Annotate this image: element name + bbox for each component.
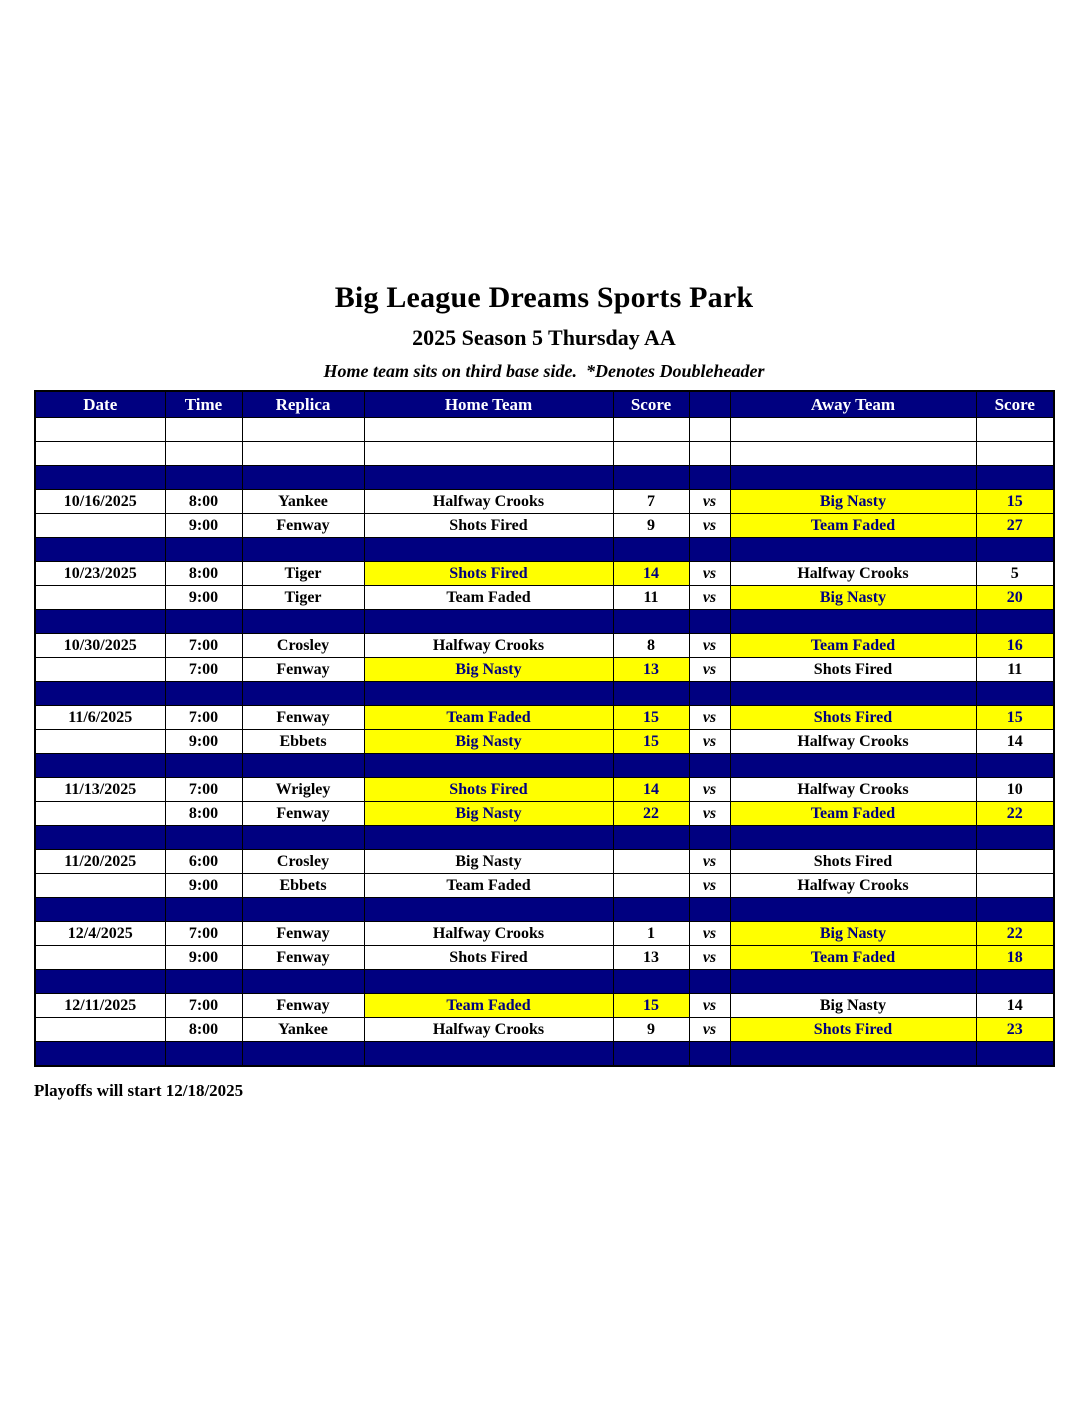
vs-cell: vs bbox=[689, 874, 730, 898]
replica-cell: Fenway bbox=[242, 802, 364, 826]
separator-row bbox=[35, 610, 1054, 634]
separator-cell bbox=[364, 1042, 613, 1067]
time-cell bbox=[165, 442, 242, 466]
replica-cell: Fenway bbox=[242, 514, 364, 538]
date-cell bbox=[35, 874, 165, 898]
game-row bbox=[35, 994, 1054, 1018]
separator-cell bbox=[613, 538, 689, 562]
separator-cell bbox=[364, 970, 613, 994]
replica-cell: Fenway bbox=[242, 658, 364, 682]
away-score-cell: 22 bbox=[976, 922, 1054, 946]
game-row bbox=[35, 490, 1054, 514]
home-score-cell: 11 bbox=[613, 586, 689, 610]
replica-cell bbox=[242, 442, 364, 466]
away-team-cell: Team Faded bbox=[730, 802, 976, 826]
vs-cell: vs bbox=[689, 850, 730, 874]
home-score-cell: 13 bbox=[613, 946, 689, 970]
header-cell-home-team: Home Team bbox=[364, 391, 613, 418]
time-cell: 7:00 bbox=[165, 658, 242, 682]
separator-cell bbox=[613, 826, 689, 850]
separator-cell bbox=[689, 754, 730, 778]
home-team-cell: Team Faded bbox=[364, 874, 613, 898]
home-team-cell: Team Faded bbox=[364, 994, 613, 1018]
date-cell bbox=[35, 418, 165, 442]
home-team-cell bbox=[364, 442, 613, 466]
separator-cell bbox=[730, 610, 976, 634]
game-row bbox=[35, 922, 1054, 946]
away-score-cell: 16 bbox=[976, 634, 1054, 658]
home-team-note: Home team sits on third base side. *Denotes Doubleheader bbox=[323, 361, 765, 381]
time-cell: 7:00 bbox=[165, 706, 242, 730]
game-row bbox=[35, 778, 1054, 802]
separator-cell bbox=[689, 538, 730, 562]
time-cell: 9:00 bbox=[165, 586, 242, 610]
separator-cell bbox=[35, 466, 165, 490]
separator-cell bbox=[35, 970, 165, 994]
home-score-cell: 7 bbox=[613, 490, 689, 514]
date-cell: 12/11/2025 bbox=[35, 994, 165, 1018]
separator-cell bbox=[976, 1042, 1054, 1067]
separator-row bbox=[35, 682, 1054, 706]
vs-cell: vs bbox=[689, 994, 730, 1018]
away-score-cell bbox=[976, 442, 1054, 466]
home-team-cell: Shots Fired bbox=[364, 778, 613, 802]
playoffs-note: Playoffs will start 12/18/2025 bbox=[34, 1081, 244, 1100]
game-row bbox=[35, 874, 1054, 898]
separator-cell bbox=[35, 898, 165, 922]
header-cell-replica: Replica bbox=[242, 391, 364, 418]
away-score-cell: 10 bbox=[976, 778, 1054, 802]
time-cell: 9:00 bbox=[165, 946, 242, 970]
game-row bbox=[35, 586, 1054, 610]
time-cell bbox=[165, 418, 242, 442]
separator-cell bbox=[730, 1042, 976, 1067]
empty-row bbox=[35, 418, 1054, 442]
header-cell-vs bbox=[689, 391, 730, 418]
separator-row bbox=[35, 754, 1054, 778]
home-score-cell: 14 bbox=[613, 562, 689, 586]
replica-cell: Wrigley bbox=[242, 778, 364, 802]
separator-cell bbox=[242, 1042, 364, 1067]
game-row bbox=[35, 946, 1054, 970]
separator-cell bbox=[730, 970, 976, 994]
header-cell-away-score: Score bbox=[976, 391, 1054, 418]
separator-cell bbox=[242, 610, 364, 634]
game-row bbox=[35, 730, 1054, 754]
home-score-cell: 9 bbox=[613, 514, 689, 538]
separator-cell bbox=[976, 610, 1054, 634]
home-team-cell: Big Nasty bbox=[364, 802, 613, 826]
vs-cell: vs bbox=[689, 922, 730, 946]
page-subtitle: 2025 Season 5 Thursday AA bbox=[412, 325, 676, 350]
date-cell: 10/23/2025 bbox=[35, 562, 165, 586]
separator-row bbox=[35, 466, 1054, 490]
replica-cell: Yankee bbox=[242, 1018, 364, 1042]
home-score-cell: 15 bbox=[613, 706, 689, 730]
away-team-cell: Big Nasty bbox=[730, 586, 976, 610]
vs-cell: vs bbox=[689, 706, 730, 730]
away-team-cell: Shots Fired bbox=[730, 1018, 976, 1042]
away-team-cell: Shots Fired bbox=[730, 658, 976, 682]
game-row bbox=[35, 850, 1054, 874]
away-score-cell: 27 bbox=[976, 514, 1054, 538]
replica-cell: Tiger bbox=[242, 586, 364, 610]
vs-cell: vs bbox=[689, 634, 730, 658]
game-row bbox=[35, 802, 1054, 826]
separator-cell bbox=[364, 538, 613, 562]
separator-cell bbox=[730, 754, 976, 778]
home-team-cell: Shots Fired bbox=[364, 514, 613, 538]
schedule-table-body bbox=[35, 418, 1054, 1067]
separator-cell bbox=[165, 466, 242, 490]
separator-cell bbox=[242, 826, 364, 850]
vs-cell: vs bbox=[689, 946, 730, 970]
game-row bbox=[35, 658, 1054, 682]
separator-cell bbox=[165, 682, 242, 706]
vs-cell: vs bbox=[689, 562, 730, 586]
vs-cell bbox=[689, 442, 730, 466]
header-cell-time: Time bbox=[165, 391, 242, 418]
separator-cell bbox=[689, 466, 730, 490]
home-team-cell: Halfway Crooks bbox=[364, 1018, 613, 1042]
separator-cell bbox=[730, 538, 976, 562]
away-score-cell: 15 bbox=[976, 706, 1054, 730]
replica-cell: Crosley bbox=[242, 850, 364, 874]
separator-cell bbox=[165, 610, 242, 634]
home-team-cell bbox=[364, 418, 613, 442]
vs-cell: vs bbox=[689, 778, 730, 802]
separator-cell bbox=[165, 898, 242, 922]
separator-cell bbox=[976, 970, 1054, 994]
page-title: Big League Dreams Sports Park bbox=[334, 281, 754, 314]
replica-cell: Fenway bbox=[242, 994, 364, 1018]
separator-cell bbox=[689, 610, 730, 634]
away-team-cell bbox=[730, 442, 976, 466]
separator-cell bbox=[364, 610, 613, 634]
time-cell: 8:00 bbox=[165, 490, 242, 514]
separator-cell bbox=[976, 682, 1054, 706]
away-score-cell bbox=[976, 874, 1054, 898]
away-score-cell: 20 bbox=[976, 586, 1054, 610]
away-score-cell: 5 bbox=[976, 562, 1054, 586]
separator-cell bbox=[35, 1042, 165, 1067]
time-cell: 7:00 bbox=[165, 922, 242, 946]
replica-cell: Ebbets bbox=[242, 874, 364, 898]
home-score-cell: 1 bbox=[613, 922, 689, 946]
date-cell bbox=[35, 730, 165, 754]
time-cell: 9:00 bbox=[165, 730, 242, 754]
away-team-cell: Halfway Crooks bbox=[730, 730, 976, 754]
away-team-cell: Big Nasty bbox=[730, 490, 976, 514]
time-cell: 7:00 bbox=[165, 994, 242, 1018]
date-cell: 10/16/2025 bbox=[35, 490, 165, 514]
separator-cell bbox=[35, 826, 165, 850]
separator-cell bbox=[242, 754, 364, 778]
separator-cell bbox=[165, 754, 242, 778]
header-cell-away-team: Away Team bbox=[730, 391, 976, 418]
separator-cell bbox=[730, 466, 976, 490]
time-cell: 7:00 bbox=[165, 778, 242, 802]
separator-cell bbox=[364, 682, 613, 706]
separator-cell bbox=[613, 754, 689, 778]
home-score-cell: 22 bbox=[613, 802, 689, 826]
date-cell: 10/30/2025 bbox=[35, 634, 165, 658]
replica-cell: Ebbets bbox=[242, 730, 364, 754]
vs-cell: vs bbox=[689, 658, 730, 682]
time-cell: 8:00 bbox=[165, 802, 242, 826]
game-row bbox=[35, 634, 1054, 658]
separator-row bbox=[35, 970, 1054, 994]
vs-cell: vs bbox=[689, 802, 730, 826]
vs-cell: vs bbox=[689, 1018, 730, 1042]
replica-cell bbox=[242, 418, 364, 442]
vs-cell: vs bbox=[689, 730, 730, 754]
separator-cell bbox=[35, 754, 165, 778]
separator-cell bbox=[689, 898, 730, 922]
separator-cell bbox=[165, 826, 242, 850]
away-score-cell bbox=[976, 850, 1054, 874]
separator-cell bbox=[730, 826, 976, 850]
away-team-cell: Team Faded bbox=[730, 946, 976, 970]
vs-cell: vs bbox=[689, 490, 730, 514]
separator-cell bbox=[730, 682, 976, 706]
separator-cell bbox=[165, 538, 242, 562]
separator-cell bbox=[35, 538, 165, 562]
game-row bbox=[35, 562, 1054, 586]
separator-cell bbox=[242, 538, 364, 562]
away-team-cell: Shots Fired bbox=[730, 706, 976, 730]
home-score-cell: 8 bbox=[613, 634, 689, 658]
separator-cell bbox=[242, 970, 364, 994]
away-score-cell: 18 bbox=[976, 946, 1054, 970]
away-score-cell: 14 bbox=[976, 994, 1054, 1018]
separator-row bbox=[35, 538, 1054, 562]
vs-cell: vs bbox=[689, 586, 730, 610]
replica-cell: Fenway bbox=[242, 946, 364, 970]
separator-cell bbox=[730, 898, 976, 922]
separator-cell bbox=[689, 826, 730, 850]
date-cell bbox=[35, 946, 165, 970]
home-team-cell: Halfway Crooks bbox=[364, 634, 613, 658]
separator-cell bbox=[364, 466, 613, 490]
separator-cell bbox=[364, 898, 613, 922]
away-score-cell: 11 bbox=[976, 658, 1054, 682]
separator-cell bbox=[689, 682, 730, 706]
date-cell: 11/13/2025 bbox=[35, 778, 165, 802]
away-score-cell: 15 bbox=[976, 490, 1054, 514]
home-team-cell: Team Faded bbox=[364, 706, 613, 730]
separator-cell bbox=[613, 610, 689, 634]
date-cell: 11/20/2025 bbox=[35, 850, 165, 874]
home-score-cell bbox=[613, 874, 689, 898]
separator-cell bbox=[613, 682, 689, 706]
away-team-cell: Halfway Crooks bbox=[730, 562, 976, 586]
separator-cell bbox=[976, 826, 1054, 850]
home-team-cell: Halfway Crooks bbox=[364, 490, 613, 514]
header-cell-home-score: Score bbox=[613, 391, 689, 418]
away-score-cell bbox=[976, 418, 1054, 442]
schedule-table bbox=[34, 390, 1055, 1067]
away-team-cell: Shots Fired bbox=[730, 850, 976, 874]
date-cell bbox=[35, 514, 165, 538]
separator-cell bbox=[976, 538, 1054, 562]
away-score-cell: 14 bbox=[976, 730, 1054, 754]
home-score-cell bbox=[613, 850, 689, 874]
time-cell: 9:00 bbox=[165, 514, 242, 538]
time-cell: 7:00 bbox=[165, 634, 242, 658]
replica-cell: Fenway bbox=[242, 706, 364, 730]
home-score-cell: 13 bbox=[613, 658, 689, 682]
separator-cell bbox=[613, 466, 689, 490]
home-score-cell: 14 bbox=[613, 778, 689, 802]
separator-cell bbox=[613, 1042, 689, 1067]
vs-cell: vs bbox=[689, 514, 730, 538]
separator-cell bbox=[165, 970, 242, 994]
separator-cell bbox=[364, 826, 613, 850]
separator-row bbox=[35, 826, 1054, 850]
header-row bbox=[35, 391, 1054, 418]
away-team-cell: Halfway Crooks bbox=[730, 778, 976, 802]
game-row bbox=[35, 1018, 1054, 1042]
separator-cell bbox=[364, 754, 613, 778]
time-cell: 6:00 bbox=[165, 850, 242, 874]
away-score-cell: 23 bbox=[976, 1018, 1054, 1042]
home-team-cell: Big Nasty bbox=[364, 658, 613, 682]
vs-cell bbox=[689, 418, 730, 442]
replica-cell: Yankee bbox=[242, 490, 364, 514]
away-team-cell: Halfway Crooks bbox=[730, 874, 976, 898]
date-cell bbox=[35, 658, 165, 682]
replica-cell: Tiger bbox=[242, 562, 364, 586]
separator-cell bbox=[165, 1042, 242, 1067]
separator-cell bbox=[976, 754, 1054, 778]
home-team-cell: Halfway Crooks bbox=[364, 922, 613, 946]
home-team-cell: Team Faded bbox=[364, 586, 613, 610]
replica-cell: Fenway bbox=[242, 922, 364, 946]
separator-row bbox=[35, 898, 1054, 922]
time-cell: 9:00 bbox=[165, 874, 242, 898]
separator-cell bbox=[35, 610, 165, 634]
replica-cell: Crosley bbox=[242, 634, 364, 658]
date-cell bbox=[35, 442, 165, 466]
away-team-cell: Team Faded bbox=[730, 634, 976, 658]
home-score-cell: 15 bbox=[613, 994, 689, 1018]
home-team-cell: Shots Fired bbox=[364, 562, 613, 586]
header-cell-date: Date bbox=[35, 391, 165, 418]
time-cell: 8:00 bbox=[165, 562, 242, 586]
separator-cell bbox=[689, 1042, 730, 1067]
game-row bbox=[35, 706, 1054, 730]
empty-row bbox=[35, 442, 1054, 466]
separator-cell bbox=[976, 898, 1054, 922]
home-team-cell: Shots Fired bbox=[364, 946, 613, 970]
date-cell bbox=[35, 586, 165, 610]
separator-cell bbox=[242, 466, 364, 490]
home-score-cell bbox=[613, 418, 689, 442]
away-team-cell: Big Nasty bbox=[730, 994, 976, 1018]
away-score-cell: 22 bbox=[976, 802, 1054, 826]
date-cell bbox=[35, 1018, 165, 1042]
away-team-cell bbox=[730, 418, 976, 442]
home-score-cell bbox=[613, 442, 689, 466]
game-row bbox=[35, 514, 1054, 538]
away-team-cell: Team Faded bbox=[730, 514, 976, 538]
home-team-cell: Big Nasty bbox=[364, 850, 613, 874]
separator-cell bbox=[976, 466, 1054, 490]
separator-cell bbox=[242, 682, 364, 706]
separator-row bbox=[35, 1042, 1054, 1067]
separator-cell bbox=[242, 898, 364, 922]
home-score-cell: 15 bbox=[613, 730, 689, 754]
time-cell: 8:00 bbox=[165, 1018, 242, 1042]
home-score-cell: 9 bbox=[613, 1018, 689, 1042]
separator-cell bbox=[35, 682, 165, 706]
date-cell: 11/6/2025 bbox=[35, 706, 165, 730]
date-cell bbox=[35, 802, 165, 826]
away-team-cell: Big Nasty bbox=[730, 922, 976, 946]
separator-cell bbox=[613, 898, 689, 922]
home-team-cell: Big Nasty bbox=[364, 730, 613, 754]
date-cell: 12/4/2025 bbox=[35, 922, 165, 946]
separator-cell bbox=[689, 970, 730, 994]
separator-cell bbox=[613, 970, 689, 994]
